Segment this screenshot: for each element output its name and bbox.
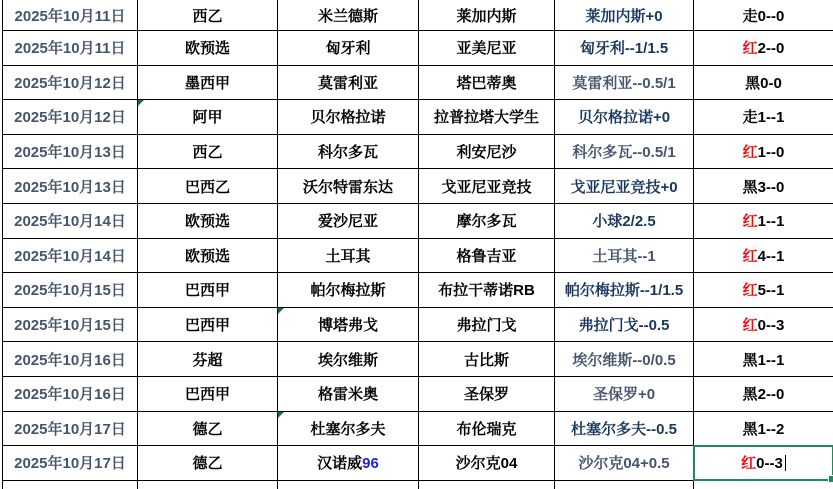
cell-date[interactable] xyxy=(3,100,138,135)
result-outcome-flag: 走 xyxy=(742,109,758,127)
result-outcome-flag: 红 xyxy=(742,317,758,335)
next-row-partial xyxy=(3,480,833,489)
away-team-text: 亚美尼亚 xyxy=(456,40,517,58)
cell-league[interactable] xyxy=(138,31,278,66)
date-text: 2025年10月16日 xyxy=(14,386,126,404)
result-outcome-flag: 红 xyxy=(742,247,758,265)
cell-handicap[interactable] xyxy=(555,169,694,204)
cell-handicap[interactable] xyxy=(555,446,694,481)
cell-date[interactable] xyxy=(3,31,138,66)
cell-result[interactable] xyxy=(694,376,833,411)
result-outcome-flag: 黑 xyxy=(742,420,758,438)
result-outcome-flag: 红 xyxy=(742,144,758,162)
away-team-text: 塔巴蒂奥 xyxy=(456,74,517,92)
table-row xyxy=(3,0,833,31)
league-text: 德乙 xyxy=(192,455,223,473)
cell-handicap[interactable] xyxy=(555,0,694,31)
date-text: 2025年10月13日 xyxy=(14,178,126,196)
handicap-text: 弗拉门戈--0.5 xyxy=(578,317,670,335)
handicap-text: 匈牙利--1/1.5 xyxy=(579,40,669,58)
empty-cell[interactable] xyxy=(138,480,278,489)
home-team-text: 沃尔特雷东达 xyxy=(302,178,393,196)
matches-table xyxy=(2,0,833,489)
cell-away-team[interactable] xyxy=(419,411,555,446)
cell-home-team[interactable] xyxy=(278,0,419,31)
league-text: 欧预选 xyxy=(184,40,230,58)
result-outcome-flag: 黑 xyxy=(742,351,758,369)
cell-handicap[interactable] xyxy=(555,134,694,169)
cell-league[interactable] xyxy=(138,307,278,342)
handicap-text: 土耳其--1 xyxy=(592,247,656,265)
handicap-text: 沙尔克04+0.5 xyxy=(578,455,670,473)
away-team-text: 拉普拉塔大学生 xyxy=(433,109,539,127)
error-marker-icon xyxy=(138,100,144,106)
home-team-text: 匈牙利 xyxy=(325,40,371,58)
home-team-text: 博塔弗戈 xyxy=(317,317,378,335)
result-outcome-flag: 红 xyxy=(742,213,758,231)
table-row xyxy=(3,100,833,135)
result-score-text: 0--0 xyxy=(757,7,785,25)
date-text: 2025年10月11日 xyxy=(14,7,126,25)
cell-result[interactable] xyxy=(694,342,833,377)
result-score-text: 1--0 xyxy=(757,144,785,162)
error-marker-icon xyxy=(278,412,284,418)
cell-result[interactable] xyxy=(694,203,833,238)
result-outcome-flag: 红 xyxy=(742,282,758,300)
cell-league[interactable] xyxy=(138,342,278,377)
cell-date[interactable] xyxy=(3,376,138,411)
handicap-text: 帕尔梅拉斯--1/1.5 xyxy=(564,282,684,300)
home-team-text: 米兰德斯 xyxy=(317,7,378,25)
league-text: 欧预选 xyxy=(184,247,230,265)
cell-home-team[interactable] xyxy=(278,203,419,238)
away-team-text: 布拉干蒂诺RB xyxy=(438,282,535,300)
cell-league[interactable] xyxy=(138,0,278,31)
cell-league[interactable] xyxy=(138,134,278,169)
cell-handicap[interactable] xyxy=(555,273,694,308)
result-outcome-flag: 红 xyxy=(741,455,757,473)
table-row xyxy=(3,376,833,411)
result-score-text: 0--3 xyxy=(756,455,783,473)
cell-handicap[interactable] xyxy=(555,238,694,273)
handicap-text: 莱加内斯+0 xyxy=(585,7,663,25)
date-text: 2025年10月17日 xyxy=(14,455,126,473)
cell-date[interactable] xyxy=(3,342,138,377)
cell-home-team[interactable] xyxy=(278,100,419,135)
cell-date[interactable] xyxy=(3,273,138,308)
cell-date[interactable] xyxy=(3,238,138,273)
cell-result[interactable] xyxy=(694,169,833,204)
date-text: 2025年10月11日 xyxy=(14,40,126,58)
result-score-text: 2--0 xyxy=(757,40,785,58)
cell-away-team[interactable] xyxy=(419,100,555,135)
league-text: 芬超 xyxy=(192,351,223,369)
date-text: 2025年10月12日 xyxy=(14,109,126,127)
cell-away-team[interactable] xyxy=(419,238,555,273)
table-row xyxy=(3,342,833,377)
cell-home-team[interactable] xyxy=(278,446,419,481)
cell-away-team[interactable] xyxy=(419,134,555,169)
away-team-text: 利安尼沙 xyxy=(456,144,517,162)
cell-home-team[interactable] xyxy=(278,273,419,308)
home-team-text: 埃尔维斯 xyxy=(317,351,378,369)
empty-cell[interactable] xyxy=(3,480,138,489)
cell-date[interactable] xyxy=(3,411,138,446)
result-outcome-flag: 红 xyxy=(742,40,758,58)
league-text: 德乙 xyxy=(192,420,223,438)
home-team-text: 土耳其 xyxy=(325,247,371,265)
result-outcome-flag: 黑 xyxy=(742,178,758,196)
league-text: 墨西甲 xyxy=(184,74,230,92)
handicap-text: 杜塞尔多夫--0.5 xyxy=(571,420,677,438)
cell-league[interactable] xyxy=(138,238,278,273)
handicap-text: 戈亚尼亚竞技+0 xyxy=(570,178,678,196)
cell-away-team[interactable] xyxy=(419,342,555,377)
empty-cell[interactable] xyxy=(278,480,419,489)
table-row xyxy=(3,307,833,342)
cell-result[interactable] xyxy=(694,31,833,66)
cell-date[interactable] xyxy=(3,446,138,481)
error-marker-icon xyxy=(278,308,284,314)
away-team-text: 格鲁吉亚 xyxy=(456,247,517,265)
league-text: 巴西甲 xyxy=(184,282,230,300)
cell-away-team[interactable] xyxy=(419,169,555,204)
league-text: 巴西甲 xyxy=(184,386,230,404)
cell-result[interactable] xyxy=(694,273,833,308)
away-team-text: 莱加内斯 xyxy=(456,7,517,25)
handicap-text: 埃尔维斯--0/0.5 xyxy=(572,351,676,369)
cell-home-team[interactable] xyxy=(278,169,419,204)
cell-home-team[interactable] xyxy=(278,65,419,100)
table-row xyxy=(3,65,833,100)
league-text: 西乙 xyxy=(192,7,223,25)
cell-away-team[interactable] xyxy=(419,31,555,66)
cell-result[interactable] xyxy=(694,134,833,169)
league-text: 巴西乙 xyxy=(184,178,230,196)
cell-handicap[interactable] xyxy=(555,203,694,238)
table-row xyxy=(3,411,833,446)
result-score-text: 2--0 xyxy=(757,386,785,404)
cell-home-team[interactable] xyxy=(278,31,419,66)
cell-date[interactable] xyxy=(3,307,138,342)
home-team-text: 莫雷利亚 xyxy=(317,74,378,92)
matches-table-body xyxy=(3,0,833,480)
cell-home-team[interactable] xyxy=(278,238,419,273)
result-score-text: 1--1 xyxy=(757,213,785,231)
home-team-text: 汉诺威 xyxy=(317,455,363,473)
cell-away-team[interactable] xyxy=(419,446,555,481)
cell-result[interactable] xyxy=(694,446,833,481)
result-score-text: 1--1 xyxy=(757,109,785,127)
cell-date[interactable] xyxy=(3,134,138,169)
home-team-text: 格雷米奥 xyxy=(317,386,378,404)
empty-cell[interactable] xyxy=(694,480,833,489)
cell-handicap[interactable] xyxy=(555,376,694,411)
cell-result[interactable] xyxy=(694,65,833,100)
cell-away-team[interactable] xyxy=(419,0,555,31)
cell-league[interactable] xyxy=(138,446,278,481)
cell-away-team[interactable] xyxy=(419,273,555,308)
table-row xyxy=(3,134,833,169)
cell-handicap[interactable] xyxy=(555,100,694,135)
date-text: 2025年10月15日 xyxy=(14,317,126,335)
result-score-text: 4--1 xyxy=(757,247,785,265)
handicap-text: 圣保罗+0 xyxy=(592,386,656,404)
fill-handle[interactable] xyxy=(828,475,833,483)
home-team-number-text: 96 xyxy=(362,455,379,473)
cell-handicap[interactable] xyxy=(555,31,694,66)
partial-empty-row xyxy=(3,480,833,489)
result-score-text: 0-0 xyxy=(760,74,782,92)
away-team-text: 弗拉门戈 xyxy=(456,317,517,335)
home-team-text: 贝尔格拉诺 xyxy=(310,109,386,127)
result-score-text: 1--1 xyxy=(757,351,785,369)
cell-away-team[interactable] xyxy=(419,307,555,342)
cell-result[interactable] xyxy=(694,238,833,273)
handicap-text: 科尔多瓦--0.5/1 xyxy=(572,144,676,162)
cell-away-team[interactable] xyxy=(419,65,555,100)
cell-result[interactable] xyxy=(694,411,833,446)
cell-date[interactable] xyxy=(3,65,138,100)
empty-cell[interactable] xyxy=(555,480,694,489)
cell-home-team[interactable] xyxy=(278,411,419,446)
result-score-text: 3--0 xyxy=(757,178,785,196)
cell-home-team[interactable] xyxy=(278,342,419,377)
cell-home-team[interactable] xyxy=(278,307,419,342)
league-text: 欧预选 xyxy=(184,213,230,231)
table-row xyxy=(3,273,833,308)
cell-league[interactable] xyxy=(138,411,278,446)
away-team-text: 戈亚尼亚竞技 xyxy=(441,178,532,196)
home-team-text: 帕尔梅拉斯 xyxy=(310,282,386,300)
away-team-text: 圣保罗 xyxy=(463,386,509,404)
away-team-text: 沙尔克04 xyxy=(455,455,518,473)
home-team-text: 爱沙尼亚 xyxy=(317,213,378,231)
table-row xyxy=(3,446,833,481)
result-score-text: 5--1 xyxy=(757,282,785,300)
date-text: 2025年10月17日 xyxy=(14,420,126,438)
cell-date[interactable] xyxy=(3,203,138,238)
away-team-text: 摩尔多瓦 xyxy=(456,213,517,231)
league-text: 巴西甲 xyxy=(184,317,230,335)
table-row xyxy=(3,169,833,204)
league-text: 阿甲 xyxy=(192,109,223,127)
cell-home-team[interactable] xyxy=(278,134,419,169)
cell-league[interactable] xyxy=(138,65,278,100)
result-score-text: 0--3 xyxy=(757,317,785,335)
result-outcome-flag: 走 xyxy=(742,7,758,25)
home-team-text: 科尔多瓦 xyxy=(317,144,378,162)
away-team-text: 布伦瑞克 xyxy=(456,420,517,438)
home-team-text: 杜塞尔多夫 xyxy=(310,420,386,438)
cell-result[interactable] xyxy=(694,0,833,31)
handicap-text: 莫雷利亚--0.5/1 xyxy=(572,74,676,92)
handicap-text: 小球2/2.5 xyxy=(592,213,656,231)
handicap-text: 贝尔格拉诺+0 xyxy=(577,109,671,127)
away-team-text: 古比斯 xyxy=(463,351,509,369)
date-text: 2025年10月13日 xyxy=(14,144,126,162)
cell-date[interactable] xyxy=(3,0,138,31)
table-row xyxy=(3,203,833,238)
cell-league[interactable] xyxy=(138,169,278,204)
cell-handicap[interactable] xyxy=(555,411,694,446)
date-text: 2025年10月14日 xyxy=(14,247,126,265)
cell-handicap[interactable] xyxy=(555,65,694,100)
cell-away-team[interactable] xyxy=(419,376,555,411)
cell-league[interactable] xyxy=(138,376,278,411)
date-text: 2025年10月16日 xyxy=(14,351,126,369)
cell-league[interactable] xyxy=(138,203,278,238)
cell-league[interactable] xyxy=(138,100,278,135)
table-row xyxy=(3,31,833,66)
date-text: 2025年10月14日 xyxy=(14,213,126,231)
result-outcome-flag: 黑 xyxy=(742,386,758,404)
date-text: 2025年10月15日 xyxy=(14,282,126,300)
cell-league[interactable] xyxy=(138,273,278,308)
cell-away-team[interactable] xyxy=(419,203,555,238)
text-cursor-icon xyxy=(785,455,786,471)
result-score-text: 1--2 xyxy=(757,420,785,438)
cell-result[interactable] xyxy=(694,307,833,342)
cell-home-team[interactable] xyxy=(278,376,419,411)
cell-date[interactable] xyxy=(3,169,138,204)
table-row xyxy=(3,238,833,273)
date-text: 2025年10月12日 xyxy=(14,74,126,92)
cell-result[interactable] xyxy=(694,100,833,135)
cell-handicap[interactable] xyxy=(555,307,694,342)
empty-cell[interactable] xyxy=(419,480,555,489)
cell-handicap[interactable] xyxy=(555,342,694,377)
league-text: 西乙 xyxy=(192,144,223,162)
result-outcome-flag: 黑 xyxy=(745,74,761,92)
